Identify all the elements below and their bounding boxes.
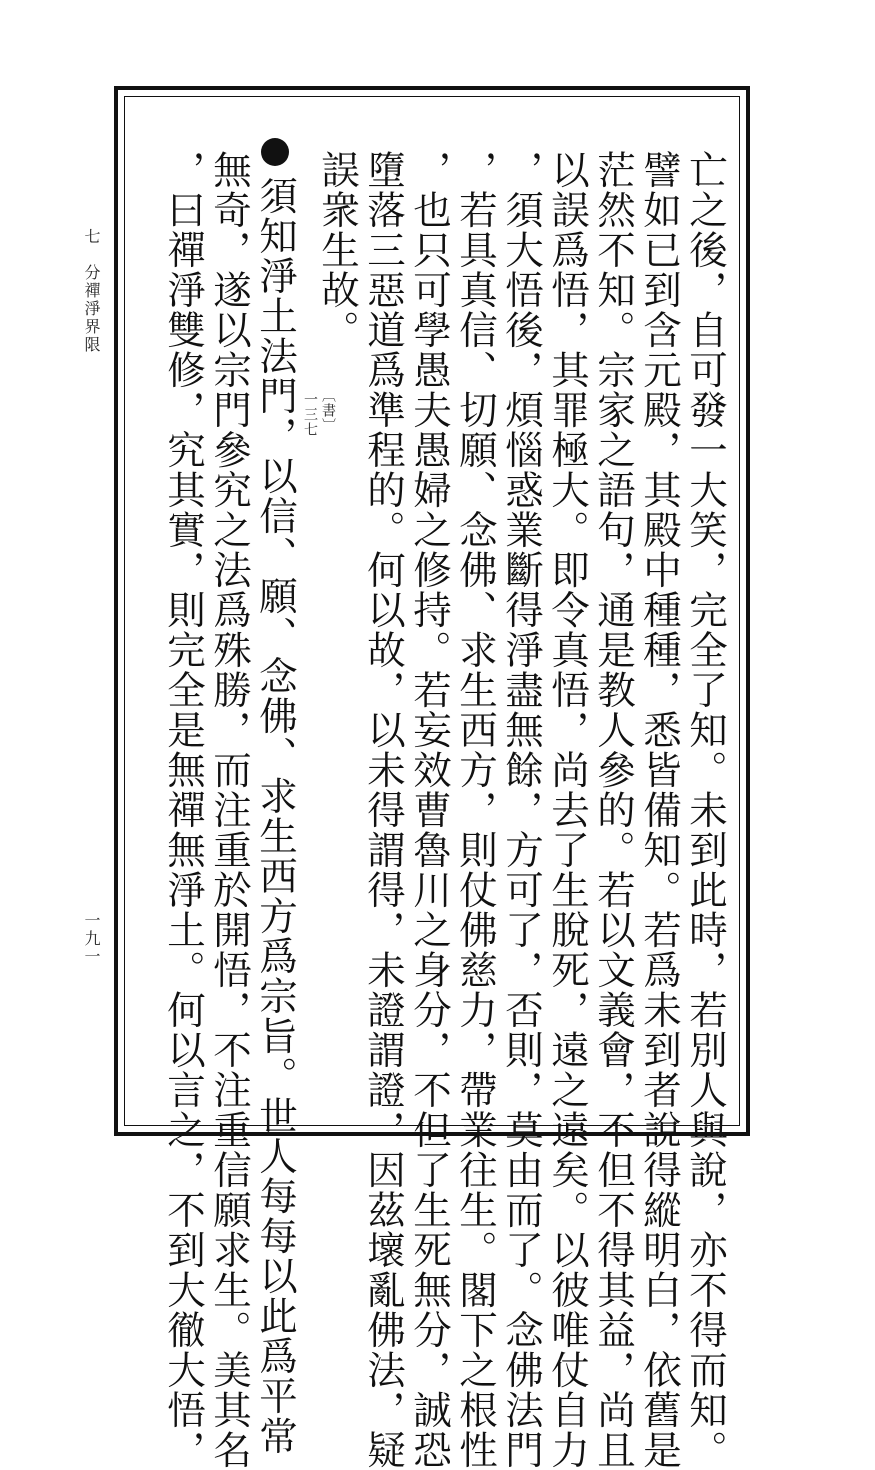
paragraph-start: 須知淨土法門，以信、願、念佛、求生西方爲宗旨。世人每每以此爲平常 [253, 176, 298, 1456]
text-column-2: 譬如已到含元殿，其殿中種種，悉皆備知。若爲未到者說得縱明白，依舊是 [637, 150, 682, 1470]
bullet-icon [261, 138, 289, 166]
text-column-3: 茫然不知。宗家之語句，通是教人參的。若以文義會，不但不得其益，尚且 [591, 150, 636, 1470]
citation-source: 〔書〕 [320, 388, 336, 433]
text-column-9: 誤衆生故。 [315, 150, 360, 350]
citation-page: 一三七 [302, 392, 318, 437]
text-column-11: 無奇，遂以宗門參究之法爲殊勝，而注重於開悟，不注重信願求生。美其名 [207, 150, 252, 1470]
text-column-10 [252, 132, 298, 1456]
text-column-1: 亡之後，自可發一大笑，完全了知。未到此時，若別人與說，亦不得而知。 [683, 150, 728, 1470]
chapter-header: 七 分禪淨界限 [82, 228, 101, 354]
page-number: 一九一 [82, 912, 101, 966]
text-column-12: ，曰禪淨雙修，究其實，則完全是無禪無淨土。何以言之，不到大徹大悟， [161, 150, 206, 1470]
text-column-7: ，也只可學愚夫愚婦之修持。若妄效曹魯川之身分，不但了生死無分，誠恐 [407, 150, 452, 1470]
text-column-5: ，須大悟後，煩惱惑業斷得淨盡無餘，方可了，否則，莫由而了。念佛法門 [499, 150, 544, 1470]
text-column-6: ，若具真信、切願、念佛、求生西方，則仗佛慈力，帶業往生。閣下之根性 [453, 150, 498, 1470]
text-column-8: 墮落三惡道爲準程的。何以故，以未得謂得，未證謂證，因茲壞亂佛法，疑 [361, 150, 406, 1470]
text-column-4: 以誤爲悟，其罪極大。即令真悟，尚去了生脫死，遠之遠矣。以彼唯仗自力 [545, 150, 590, 1470]
